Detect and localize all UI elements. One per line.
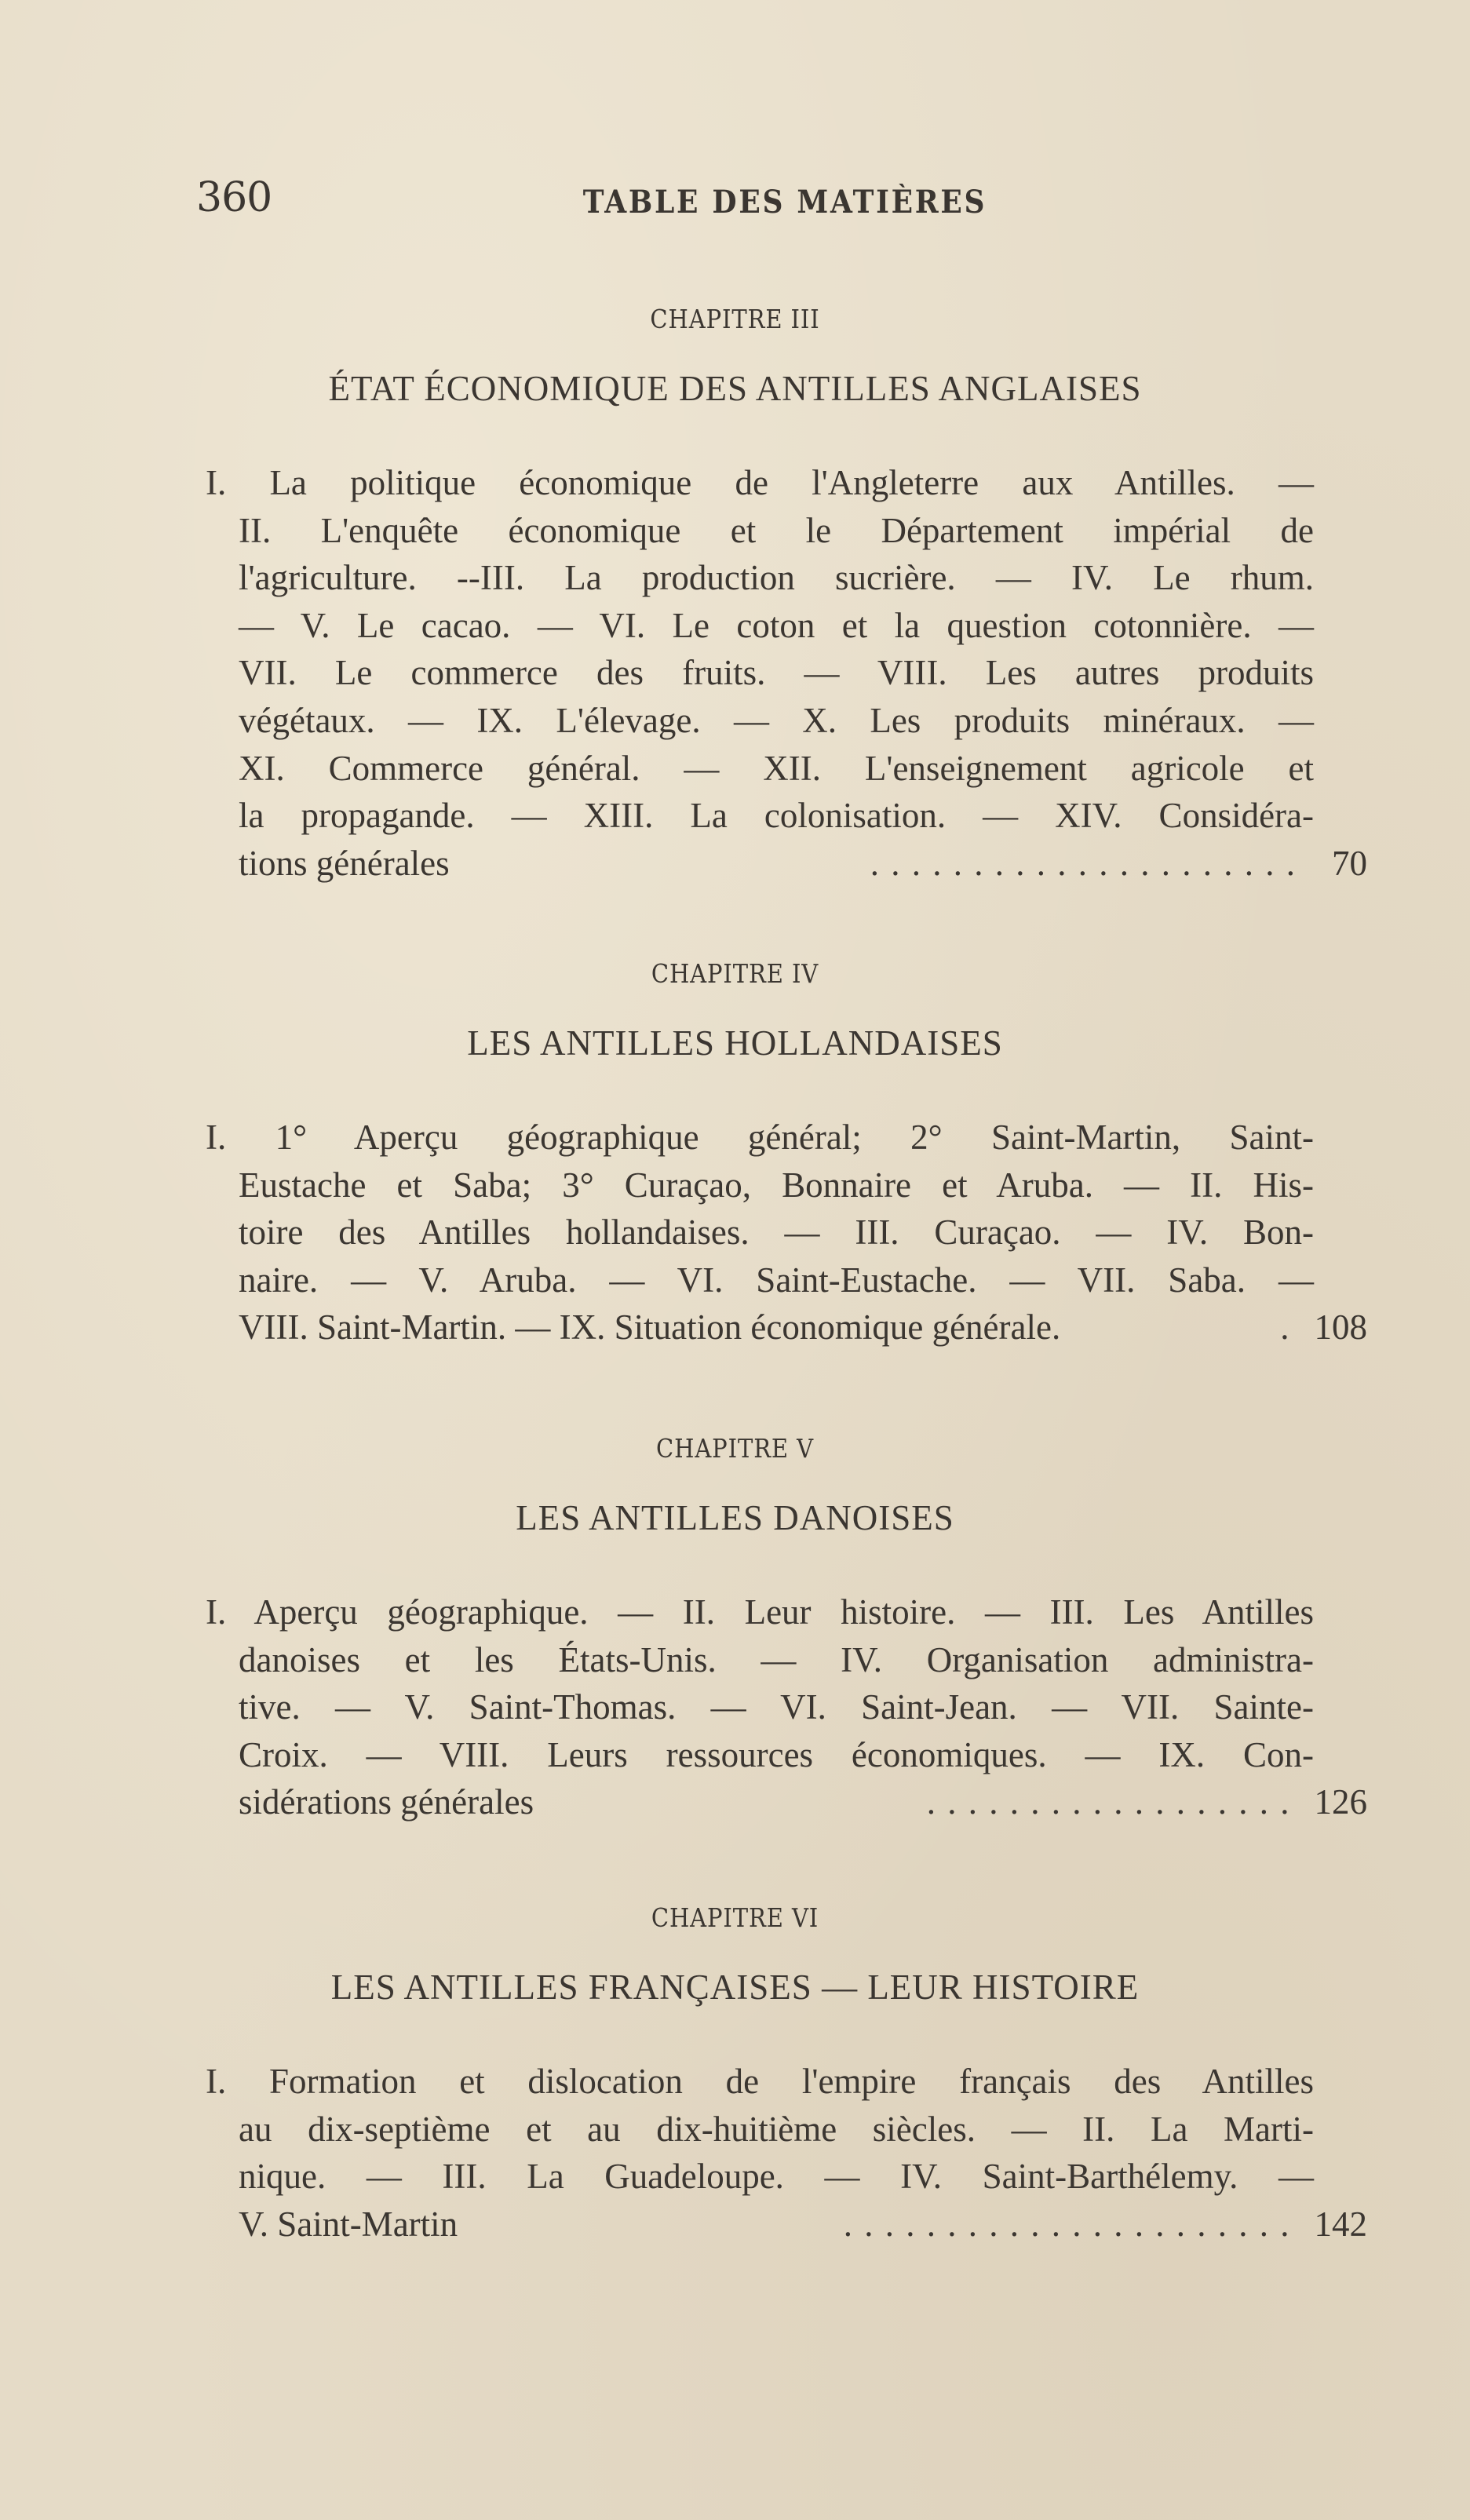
dot-leader: . . . . . . . . . . . . . . . . . . . . . .	[843, 2204, 1291, 2244]
page-reference: 126	[1314, 1782, 1367, 1822]
contents-line: au dix-septième et au dix-huitième siècles. — II. La Marti-	[239, 2109, 1314, 2149]
entry-text: V. Saint-Martin	[239, 2204, 458, 2244]
contents-entry-with-page	[239, 1778, 1367, 1826]
chapter-title: ÉTAT ÉCONOMIQUE DES ANTILLES ANGLAISES	[328, 369, 1142, 408]
dot-leader: .	[1280, 1307, 1291, 1348]
page-reference: 108	[1314, 1307, 1367, 1348]
chapter-label: CHAPITRE IV	[651, 958, 819, 989]
contents-entry-with-page	[239, 2201, 1367, 2248]
contents-line: Eustache et Saba; 3° Curaçao, Bonnaire et Aruba. — II. His-	[239, 1165, 1314, 1205]
dot-leader: . . . . . . . . . . . . . . . . . .	[926, 1782, 1291, 1822]
contents-line: XI. Commerce général. — XII. L'enseignement agricole et	[239, 748, 1314, 788]
contents-line: l'agriculture. --III. La production sucrière. — IV. Le rhum.	[239, 558, 1314, 598]
contents-line: végétaux. — IX. L'élevage. — X. Les produits minéraux. —	[239, 700, 1314, 740]
chapter-contents	[206, 459, 1367, 887]
contents-line: II. L'enquête économique et le Département impérial de	[239, 510, 1314, 550]
page-number: 360	[196, 174, 272, 221]
contents-line: I. 1° Aperçu géographique général; 2° Saint-Martin, Saint-	[206, 1118, 1314, 1157]
dot-leader: . . . . . . . . . . . . . . . . . . . . .	[870, 843, 1297, 883]
contents-line: danoises et les États-Unis. — IV. Organisation administra-	[239, 1639, 1314, 1679]
contents-line: tive. — V. Saint-Thomas. — VI. Saint-Jean. — VII. Sainte-	[239, 1687, 1314, 1727]
contents-line: I. Formation et dislocation de l'empire français des Antilles	[206, 2062, 1314, 2101]
running-head	[196, 174, 1366, 221]
contents-line: I. Aperçu géographique. — II. Leur histoire. — III. Les Antilles	[206, 1592, 1314, 1632]
running-title: TABLE DES MATIÈRES	[582, 184, 987, 221]
contents-entry-with-page	[239, 840, 1367, 888]
entry-text: tions générales	[239, 843, 450, 883]
contents-line: Croix. — VIII. Leurs ressources économiques. — IX. Con-	[239, 1734, 1314, 1774]
entry-text: VIII. Saint-Martin. — IX. Situation économique générale.	[239, 1307, 1061, 1348]
contents-line: VII. Le commerce des fruits. — VIII. Les autres produits	[239, 653, 1314, 693]
contents-line: I. La politique économique de l'Angleterre aux Antilles. —	[206, 463, 1314, 502]
contents-line: la propagande. — XIII. La colonisation. — XIV. Considéra-	[239, 796, 1314, 836]
page-reference: 142	[1314, 2204, 1367, 2244]
contents-line: naire. — V. Aruba. — VI. Saint-Eustache. — VII. Saba. —	[239, 1260, 1314, 1300]
chapter-title: LES ANTILLES DANOISES	[516, 1498, 954, 1537]
page-reference: 70	[1332, 843, 1367, 883]
chapter-title: LES ANTILLES FRANÇAISES — LEUR HISTOIRE	[330, 1967, 1140, 2007]
contents-entry-with-page	[239, 1304, 1367, 1351]
contents-line: nique. — III. La Guadeloupe. — IV. Saint-Barthélemy. —	[239, 2157, 1314, 2197]
chapter-contents	[206, 2058, 1367, 2248]
chapter-label: CHAPITRE V	[656, 1433, 814, 1464]
chapter-contents	[206, 1114, 1367, 1351]
contents-line: toire des Antilles hollandaises. — III. Curaçao. — IV. Bon-	[239, 1213, 1314, 1253]
contents-line: — V. Le cacao. — VI. Le coton et la question cotonnière. —	[239, 605, 1314, 645]
chapter-title: LES ANTILLES HOLLANDAISES	[467, 1023, 1003, 1063]
chapter-label: CHAPITRE III	[650, 304, 820, 334]
chapter-contents	[206, 1588, 1367, 1826]
entry-text: sidérations générales	[239, 1782, 534, 1822]
chapter-label: CHAPITRE VI	[651, 1902, 819, 1933]
